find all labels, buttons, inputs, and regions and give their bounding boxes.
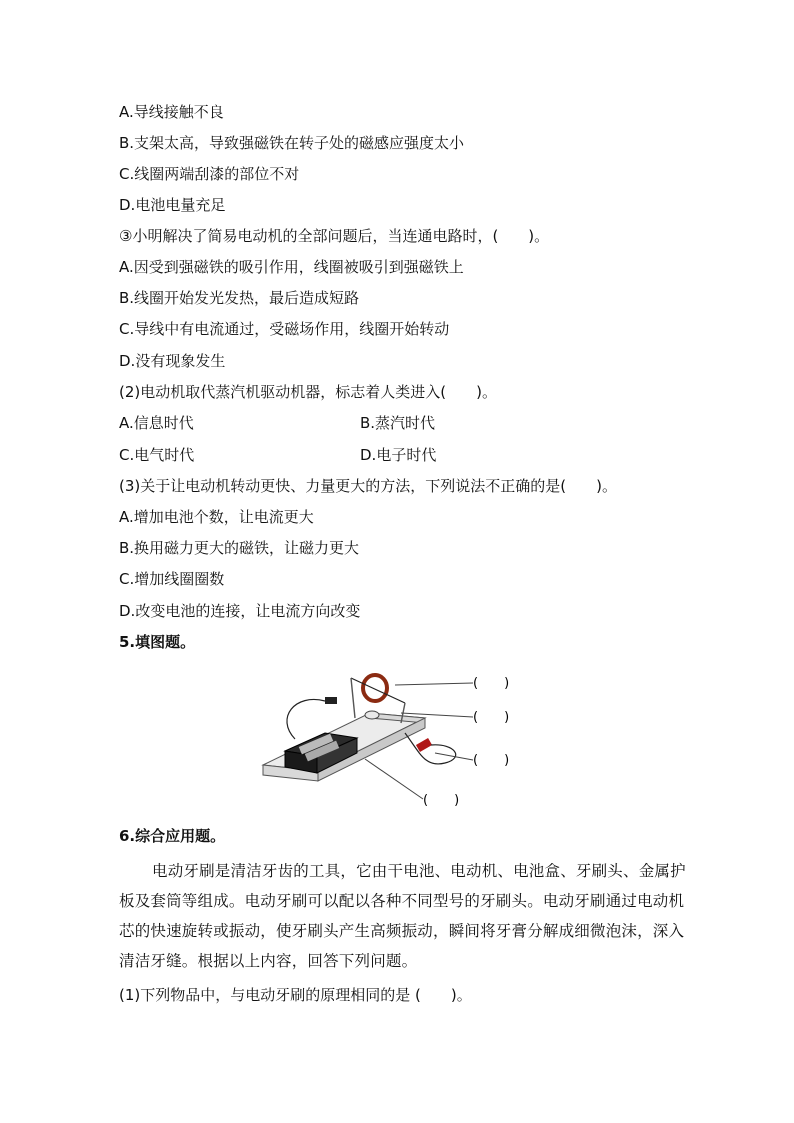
clip-left: [325, 697, 337, 704]
option-a: A.导线接触不良: [119, 103, 224, 121]
option-b: B.蒸汽时代: [360, 414, 436, 432]
question-stem: ③小明解决了简易电动机的全部问题后，当连通电路时，( )。: [119, 227, 550, 245]
option-c: C.线圈两端刮漆的部位不对: [119, 165, 300, 183]
option-c: C.电气时代: [119, 446, 195, 464]
leader-4: [365, 759, 423, 799]
option-a: A.因受到强磁铁的吸引作用，线圈被吸引到强磁铁上: [119, 258, 464, 276]
section-title: 6.综合应用题。: [119, 827, 226, 845]
leader-1: [395, 683, 473, 685]
question-stem: (2)电动机取代蒸汽机驱动机器，标志着人类进入( )。: [119, 383, 497, 401]
blank-1[interactable]: ( ): [473, 676, 510, 691]
question-stem: (1)下列物品中，与电动牙刷的原理相同的是 ( )。: [119, 986, 472, 1004]
reading-paragraph: 电动牙刷是清洁牙齿的工具，它由干电池、电动机、电池盒、牙刷头、金属护板及套筒等组成。电动牙刷可以配以各种不同型号的牙刷头。电动牙刷通过电动机芯的快速旋转或振动，使牙刷头产生高频振动，瞬间将牙膏分解成细微泡沫，深入清洁牙缝。根据以上内容，回答下列问题。: [119, 862, 686, 970]
blank-4[interactable]: ( ): [423, 793, 460, 808]
option-d: D.电子时代: [360, 446, 437, 464]
switch: [416, 738, 432, 752]
option-d: D.电池电量充足: [119, 196, 226, 214]
support-left: [351, 678, 355, 718]
option-a: A.增加电池个数，让电流更大: [119, 508, 314, 526]
motor-diagram: [255, 663, 555, 818]
option-b: B.换用磁力更大的磁铁，让磁力更大: [119, 539, 360, 557]
section-title: 5.填图题。: [119, 633, 196, 651]
option-c: C.导线中有电流通过，受磁场作用，线圈开始转动: [119, 320, 450, 338]
option-c: C.增加线圈圈数: [119, 570, 225, 588]
question-stem: (3)关于让电动机转动更快、力量更大的方法，下列说法不正确的是( )。: [119, 477, 617, 495]
blank-3[interactable]: ( ): [473, 753, 510, 768]
magnet: [365, 711, 379, 719]
blank-2[interactable]: ( ): [473, 710, 510, 725]
option-b: B.支架太高，导致强磁铁在转子处的磁感应强度太小: [119, 134, 465, 152]
wire-right: [405, 733, 456, 764]
option-b: B.线圈开始发光发热，最后造成短路: [119, 289, 360, 307]
option-a: A.信息时代: [119, 414, 194, 432]
option-d: D.改变电池的连接，让电流方向改变: [119, 602, 361, 620]
option-d: D.没有现象发生: [119, 352, 226, 370]
wire-left: [287, 699, 325, 739]
coil: [363, 675, 387, 701]
